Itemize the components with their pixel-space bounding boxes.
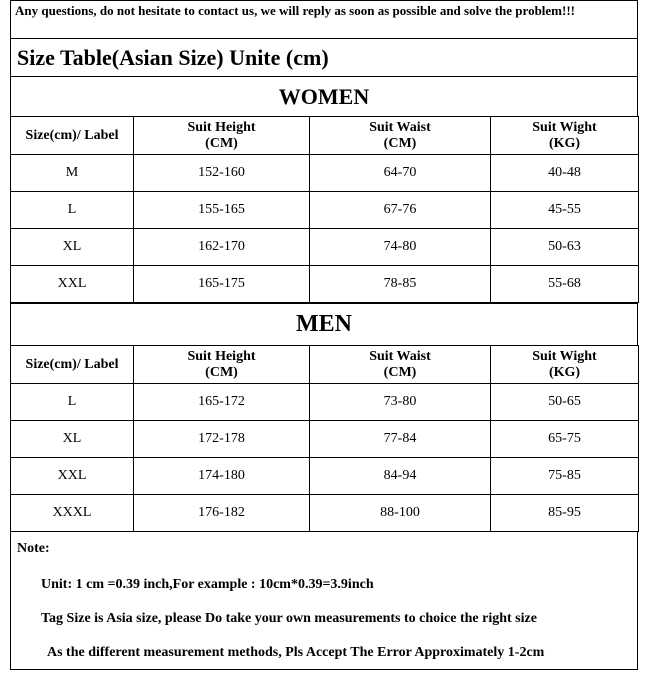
column-header: Suit Waist (CM)	[310, 117, 491, 155]
table-cell: 78-85	[310, 266, 491, 303]
table-cell: XXL	[11, 266, 134, 303]
men-size-table	[10, 345, 639, 532]
men-heading: MEN	[10, 303, 638, 345]
table-cell: 165-172	[134, 384, 310, 421]
page-title: Size Table(Asian Size) Unite (cm)	[10, 38, 638, 76]
table-cell: 73-80	[310, 384, 491, 421]
women-header-row	[11, 117, 639, 155]
table-row	[11, 495, 639, 532]
table-cell: L	[11, 192, 134, 229]
table-cell: 50-65	[491, 384, 639, 421]
table-cell: 77-84	[310, 421, 491, 458]
table-cell: 74-80	[310, 229, 491, 266]
table-row	[11, 421, 639, 458]
table-row	[11, 192, 639, 229]
table-cell: 64-70	[310, 155, 491, 192]
table-row	[11, 266, 639, 303]
column-header: Size(cm)/ Label	[11, 117, 134, 155]
column-header: Size(cm)/ Label	[11, 346, 134, 384]
size-chart	[10, 0, 638, 670]
table-row	[11, 384, 639, 421]
note-line-unit: Unit: 1 cm =0.39 inch,For example : 10cm*0.39=3.9inch	[41, 577, 374, 592]
table-row	[11, 229, 639, 266]
table-row	[11, 458, 639, 495]
table-cell: 176-182	[134, 495, 310, 532]
table-cell: XL	[11, 229, 134, 266]
table-cell: 50-63	[491, 229, 639, 266]
table-cell: 88-100	[310, 495, 491, 532]
men-header-row	[11, 346, 639, 384]
table-cell: 84-94	[310, 458, 491, 495]
note-line-error: As the different measurement methods, Pls Accept The Error Approximately 1-2cm	[47, 645, 545, 660]
table-cell: 172-178	[134, 421, 310, 458]
column-header: Suit Height (CM)	[134, 117, 310, 155]
women-size-table	[10, 116, 639, 303]
table-cell: 152-160	[134, 155, 310, 192]
table-cell: XXXL	[11, 495, 134, 532]
table-cell: 162-170	[134, 229, 310, 266]
column-header: Suit Wight (KG)	[491, 346, 639, 384]
table-cell: 67-76	[310, 192, 491, 229]
column-header: Suit Height (CM)	[134, 346, 310, 384]
women-heading: WOMEN	[10, 76, 638, 116]
column-header: Suit Wight (KG)	[491, 117, 639, 155]
notes-section	[10, 532, 638, 670]
table-cell: XL	[11, 421, 134, 458]
table-cell: 55-68	[491, 266, 639, 303]
table-cell: M	[11, 155, 134, 192]
table-row	[11, 155, 639, 192]
table-cell: 40-48	[491, 155, 639, 192]
table-cell: 65-75	[491, 421, 639, 458]
table-cell: L	[11, 384, 134, 421]
table-cell: 75-85	[491, 458, 639, 495]
note-line-tag-size: Tag Size is Asia size, please Do take your own measurements to choice the right size	[41, 611, 537, 626]
notes-label: Note:	[17, 541, 50, 556]
column-header: Suit Waist (CM)	[310, 346, 491, 384]
table-cell: 155-165	[134, 192, 310, 229]
table-cell: 45-55	[491, 192, 639, 229]
table-cell: 174-180	[134, 458, 310, 495]
table-cell: XXL	[11, 458, 134, 495]
contact-notice: Any questions, do not hesitate to contact us, we will reply as soon as possible and solve the problem!!!	[10, 0, 638, 38]
table-cell: 165-175	[134, 266, 310, 303]
table-cell: 85-95	[491, 495, 639, 532]
